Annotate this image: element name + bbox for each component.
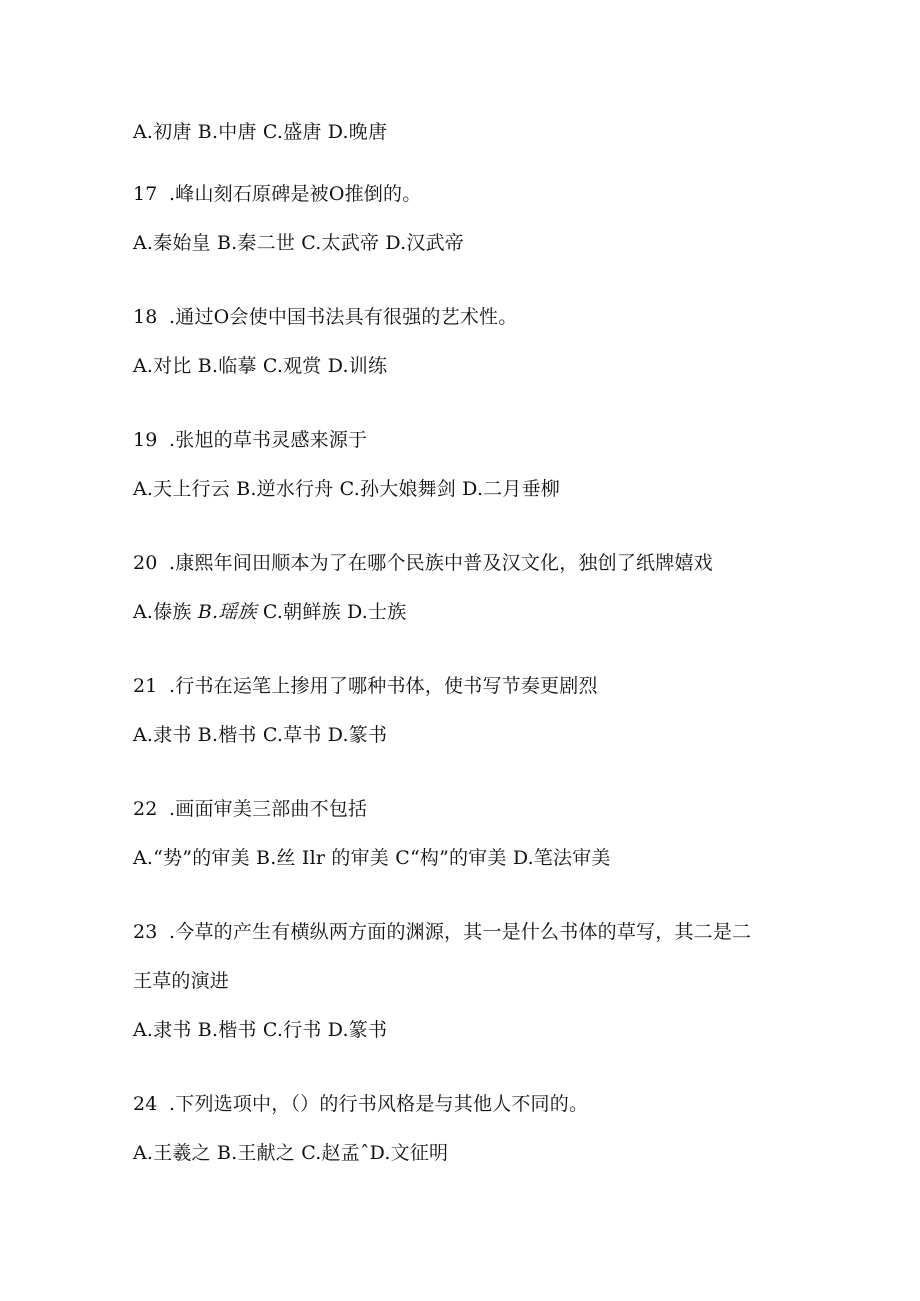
option-b: B.瑶族: [197, 601, 257, 623]
option-a: A.傣族: [133, 601, 198, 623]
question-17: [133, 182, 421, 206]
question-text: .康熙年间田顺本为了在哪个民族中普及汉文化，独创了纸牌嬉戏: [169, 552, 713, 574]
question-text: .通过O会使中国书法具有很强的艺术性。: [169, 306, 518, 328]
question-24: [133, 1092, 588, 1116]
q18-options: A.对比 B.临摹 C.观赏 D.训练: [133, 355, 388, 377]
question-number: 20: [133, 552, 158, 574]
question-21: [133, 674, 598, 698]
q16-options: A.初唐 B.中唐 C.盛唐 D.晚唐: [133, 121, 388, 143]
question-18: [133, 305, 517, 329]
question-text: .行书在运笔上掺用了哪种书体，使书写节奏更剧烈: [169, 675, 598, 697]
question-number: 18: [133, 306, 158, 328]
q19-options: A.天上行云 B.逆水行舟 C.孙大娘舞剑 D.二月垂柳: [133, 478, 560, 500]
question-text: .张旭的草书灵感来源于: [169, 429, 368, 451]
question-number: 22: [133, 798, 158, 820]
question-22: [133, 797, 367, 821]
question-20: [133, 551, 713, 575]
q17-options: A.秦始皇 B.秦二世 C.太武帝 D.汉武帝: [133, 232, 464, 254]
q22-options: A.“势”的审美 B.丝 Ilr 的审美 C“构”的审美 D.笔法审美: [133, 847, 611, 869]
question-19: [133, 428, 367, 452]
q21-options: A.隶书 B.楷书 C.草书 D.篆书: [133, 724, 388, 746]
q23-options: A.隶书 B.楷书 C.行书 D.篆书: [133, 1019, 388, 1041]
option-c-d: C.朝鲜族 D.士族: [256, 601, 407, 623]
question-23-continued: 王草的演进: [133, 970, 230, 992]
question-text: .峰山刻石原碑是被O推倒的。: [169, 183, 422, 205]
question-number: 17: [133, 183, 158, 205]
question-number: 21: [133, 675, 158, 697]
question-number: 19: [133, 429, 158, 451]
question-23: [133, 920, 751, 944]
q24-options: A.王羲之 B.王献之 C.赵孟ˆD.文征明: [133, 1142, 449, 1164]
question-text: .下列选项中，（）的行书风格是与其他人不同的。: [169, 1093, 589, 1115]
question-text: .画面审美三部曲不包括: [169, 798, 368, 820]
question-number: 24: [133, 1093, 158, 1115]
q20-options: [133, 600, 406, 624]
question-number: 23: [133, 921, 158, 943]
question-text: .今草的产生有横纵两方面的渊源，其一是什么书体的草写，其二是二: [169, 921, 752, 943]
